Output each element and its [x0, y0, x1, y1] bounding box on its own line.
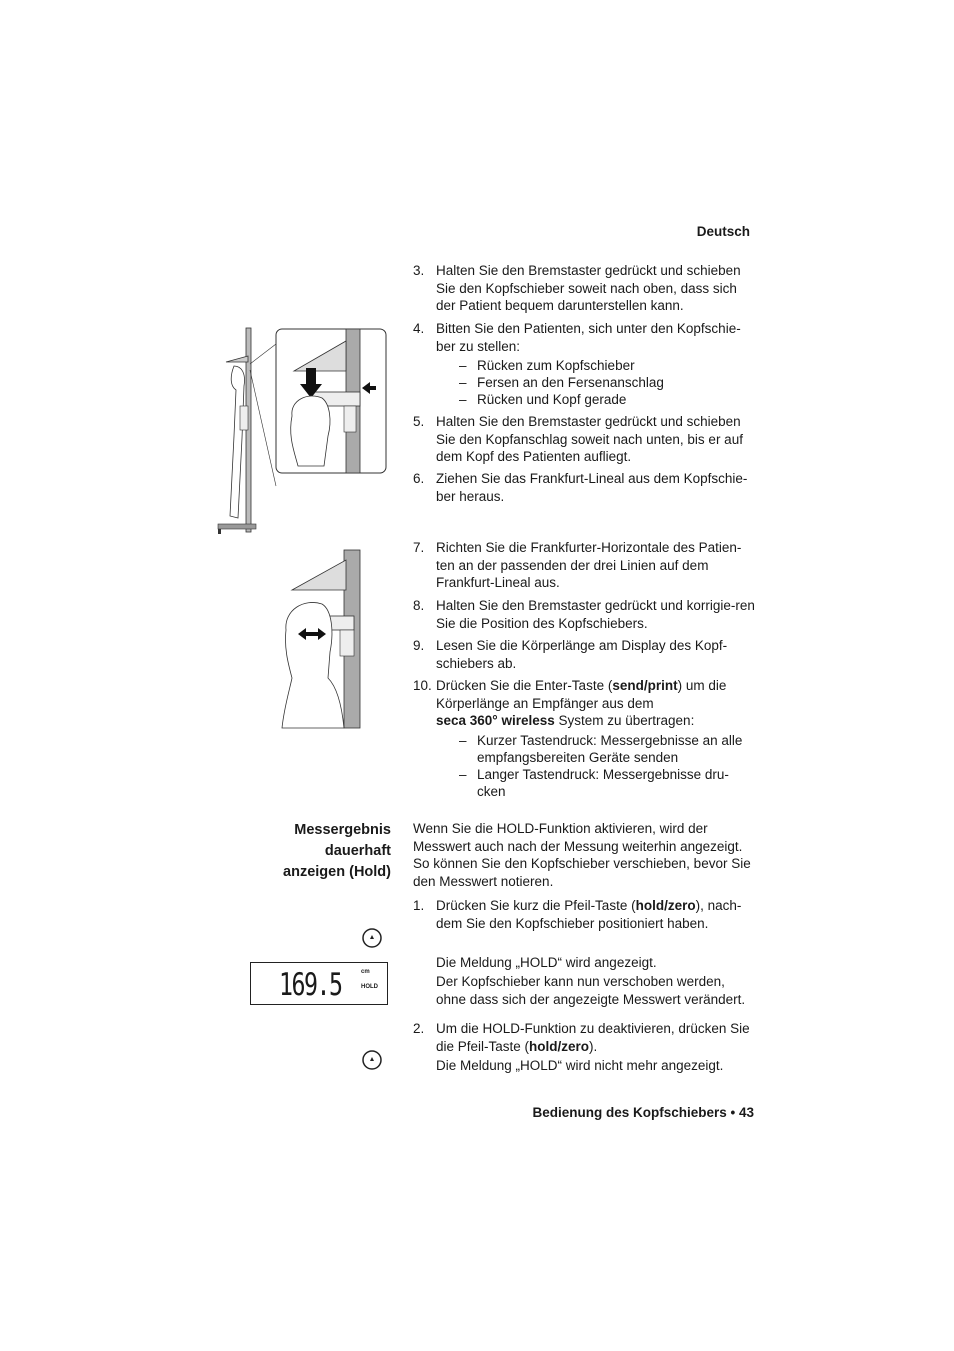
lcd-unit: cm: [361, 969, 370, 975]
bullet-text: Kurzer Tastendruck: Messergebnisse an alle empfangsbereiten Geräte senden: [477, 733, 743, 765]
heading-line: Messergebnis: [294, 822, 391, 838]
arrow-key-icon: [361, 1049, 383, 1071]
step-text: Halten Sie den Bremstaster gedrückt und korrigie-ren Sie die Position des Kopfschiebers.: [436, 598, 755, 631]
heading-line: anzeigen (Hold): [283, 864, 391, 880]
step-text-part: Um die HOLD-Funktion zu deaktivieren, drücken Sie die Pfeil-Taste (: [436, 1021, 750, 1054]
bullet-dash: –: [459, 733, 467, 748]
bullet-dash: –: [459, 767, 467, 782]
step-number: 8.: [413, 598, 425, 613]
step-text-part: ), nach-dem Sie den Kopfschieber positioniert haben.: [436, 898, 742, 931]
step-text: [436, 1020, 756, 1055]
step-text: Halten Sie den Bremstaster gedrückt und schieben Sie den Kopfschieber soweit nach oben, dass sich der Patient bequem darunterstellen kann.: [436, 263, 741, 314]
bullet-text: Rücken und Kopf gerade: [477, 392, 627, 407]
frankfurt-ruler-illustration: [278, 548, 368, 730]
bullet-text: Fersen an den Fersenanschlag: [477, 375, 664, 390]
step-number: 2.: [413, 1021, 425, 1036]
step-number: 1.: [413, 898, 425, 913]
stadiometer-patient-illustration: [212, 326, 387, 536]
step-number: 4.: [413, 321, 425, 336]
result-text: Die Meldung „HOLD“ wird angezeigt.: [436, 955, 657, 970]
lcd-display: [250, 962, 388, 1005]
result-text: Der Kopfschieber kann nun verschoben werden, ohne dass sich der angezeigte Messwert verändert.: [436, 974, 746, 1007]
bullet-dash: –: [459, 375, 467, 390]
key-name: hold/zero: [635, 898, 696, 913]
key-name: send/print: [612, 678, 678, 693]
language-header: Deutsch: [696, 224, 750, 239]
step-text: Bitten Sie den Patienten, sich unter den Kopfschie-ber zu stellen:: [436, 321, 741, 354]
step-text: Ziehen Sie das Frankfurt-Lineal aus dem Kopfschie-ber heraus.: [436, 471, 748, 504]
product-name: seca 360° wireless: [436, 713, 555, 729]
step-number: 9.: [413, 638, 425, 653]
result-text: Die Meldung „HOLD“ wird nicht mehr angezeigt.: [436, 1058, 724, 1073]
step-text: [436, 677, 756, 730]
section-heading: [250, 820, 391, 883]
arrow-key-icon: [361, 927, 383, 949]
key-name: hold/zero: [529, 1038, 590, 1054]
step-number: 3.: [413, 263, 425, 278]
page-footer: Bedienung des Kopfschiebers • 43: [532, 1105, 754, 1120]
bullet-text: Rücken zum Kopfschieber: [477, 358, 635, 373]
step-text: Richten Sie die Frankfurter-Horizontale des Patien-ten an der passenden der drei Linien auf dem Frankfurt-Lineal aus.: [436, 540, 742, 591]
step-number: 10.: [413, 678, 432, 693]
step-text: Lesen Sie die Körperlänge am Display des Kopf-schiebers ab.: [436, 638, 728, 671]
lcd-hold-indicator: HOLD: [361, 984, 378, 990]
hold-intro: Wenn Sie die HOLD-Funktion aktivieren, wird der Messwert auch nach der Messung weiterhin angezeigt. So können Sie den Kopfschieber verschieben, bevor Sie den Messwert notieren.: [413, 821, 751, 889]
heading-line: dauerhaft: [324, 843, 391, 859]
step-text-part: System zu übertragen:: [554, 713, 695, 729]
step-text: Halten Sie den Bremstaster gedrückt und schieben Sie den Kopfanschlag soweit nach unten, bis er auf dem Kopf des Patienten aufliegt.: [436, 414, 743, 465]
step-number: 6.: [413, 471, 425, 486]
step-number: 7.: [413, 540, 425, 555]
step-text: [436, 897, 756, 932]
step-text-part: Drücken Sie die Enter-Taste (: [436, 678, 613, 693]
bullet-dash: –: [459, 392, 467, 407]
lcd-value: 169.5: [279, 967, 342, 1003]
step-text-part: ).: [589, 1038, 598, 1054]
bullet-text: Langer Tastendruck: Messergebnisse dru-cken: [477, 767, 729, 799]
bullet-dash: –: [459, 358, 467, 373]
step-text-part: Drücken Sie kurz die Pfeil-Taste (: [436, 898, 636, 913]
step-number: 5.: [413, 414, 425, 429]
step-text-part: ) um die Körperlänge an Empfänger aus dem: [436, 678, 727, 711]
